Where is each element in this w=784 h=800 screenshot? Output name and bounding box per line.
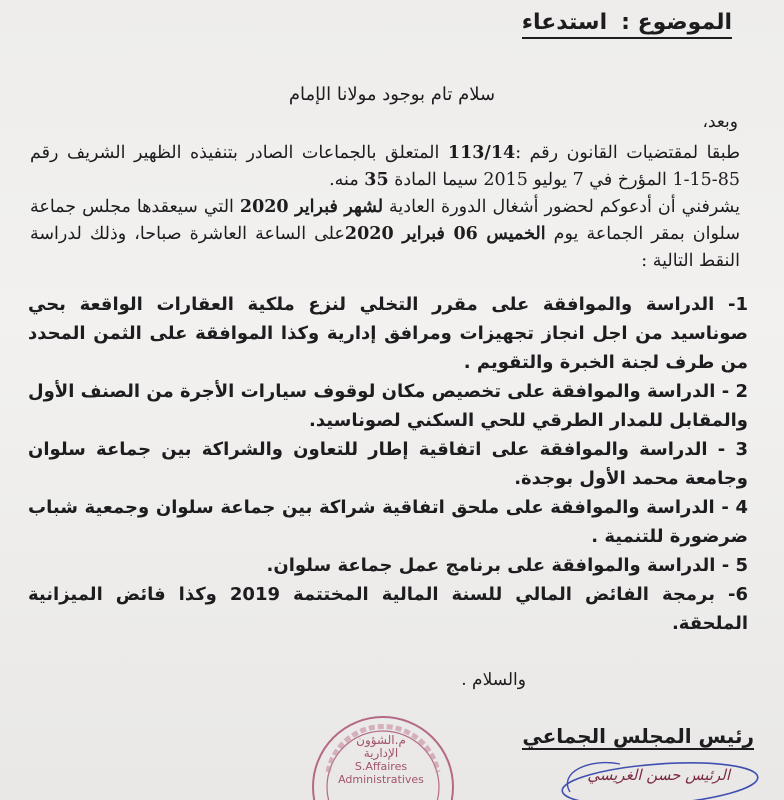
agenda-item: 3 - الدراسة والموافقة على اتفاقية إطار للتعاون والشراكة بين جماعة سلوان وجامعة محمد الأول بوجدة.: [28, 439, 748, 489]
agenda-item: 4 - الدراسة والموافقة على ملحق اتفاقية شراكة بين جماعة سلوان وجمعية شباب ضرضورة للتنمية .: [28, 497, 748, 547]
after-greeting: وبعد،: [702, 112, 738, 132]
subject-value: استدعاء: [521, 10, 608, 35]
article-number: 35: [364, 170, 389, 190]
body-text-segment: يشرفني أن أدعوكم لحضور أشغال الدورة العادية: [383, 197, 740, 217]
agenda-item: 6- برمجة الفائض المالي للسنة المالية المختتمة 2019 وكذا فائض الميزانية الملحقة.: [28, 584, 748, 634]
body-text-segment: طبقا لمقتضيات القانون رقم :: [515, 143, 740, 163]
handwritten-signature: [550, 752, 760, 800]
agenda-item: 1- الدراسة والموافقة على مقرر التخلي لنزع ملكية العقارات الواقعة بحي صوناسيد من اجل انجاز تجهيزات ومرافق إدارية وكذا الموافقة على الثمن المحدد من طرف لجنة الخبرة والتقويم .: [28, 294, 748, 373]
session-date: الخميس 06 فبراير 2020: [344, 224, 546, 244]
session-month: لشهر فبراير 2020: [239, 197, 384, 217]
invitation-paragraph: [30, 194, 740, 275]
body-text: [30, 140, 740, 275]
agenda-item: 2 - الدراسة والموافقة على تخصيص مكان لوقوف سيارات الأجرة من الصنف الأول والمقابل للمدار الطرقي للحي السكني لصوناسيد.: [28, 381, 748, 431]
legal-reference-paragraph: [30, 140, 740, 194]
stamp-french-1: S.Affaires: [354, 760, 408, 773]
body-text-segment: منه.: [329, 170, 365, 190]
president-title: رئيس المجلس الجماعي: [522, 724, 754, 748]
body-text-segment: التي سيعقدها مجلس جماعة سلوان بمقر الجماعة يوم: [30, 197, 741, 244]
signature-name: الرئيس حسن الغريسي: [587, 766, 730, 784]
closing-salutation: والسلام .: [461, 670, 526, 690]
subject-label: الموضوع :: [621, 10, 732, 35]
stamp-arabic: م.الشؤون الإدارية: [356, 733, 406, 760]
agenda-item: 5 - الدراسة والموافقة على برنامج عمل جماعة سلوان.: [266, 555, 748, 576]
body-text-segment: على الساعة العاشرة صباحا، وذلك لدراسة النقط التالية :: [30, 224, 740, 271]
stamp-french-2: Administratives: [338, 773, 424, 786]
stamp-text: [338, 734, 424, 786]
law-number: 113/14: [447, 143, 516, 163]
agenda-list: [28, 290, 748, 638]
greeting: سلام تام بوجود مولانا الإمام: [288, 84, 496, 105]
body-text-segment: المتعلق بالجماعات الصادر بتنفيذه الظهير الشريف رقم 85-15-1 المؤرخ في 7 يوليو 2015 سيما المادة: [30, 143, 740, 190]
subject-line: [522, 10, 732, 39]
